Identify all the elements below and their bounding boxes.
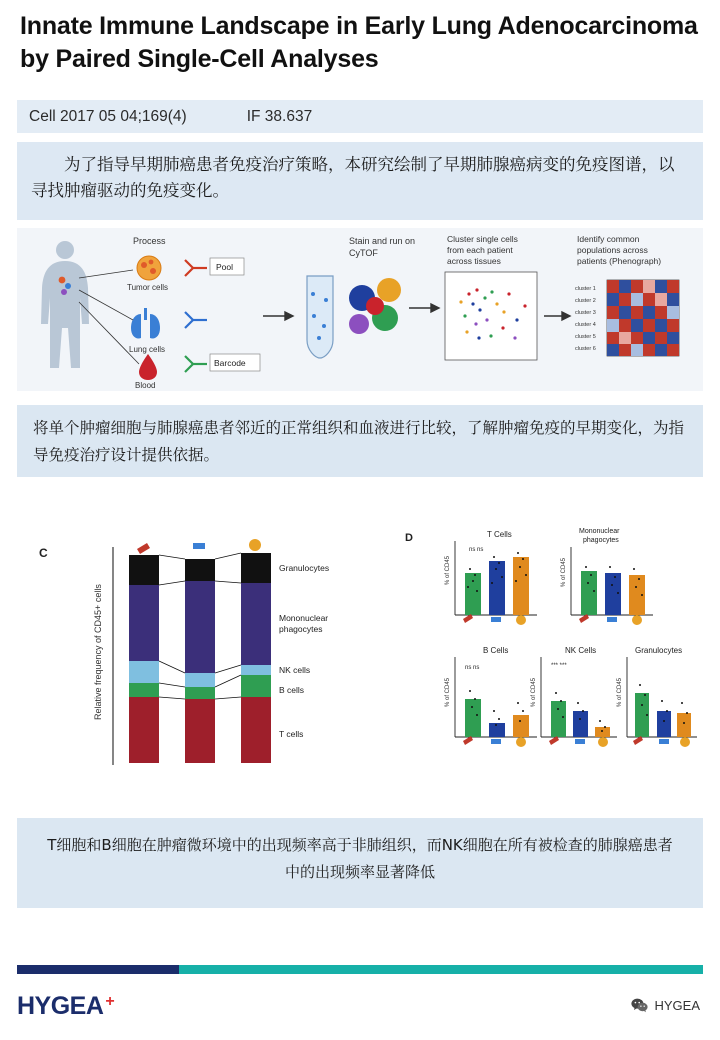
- workflow-diagram: [17, 228, 703, 391]
- svg-text:cluster 5: cluster 5: [575, 334, 596, 340]
- svg-text:populations across: populations across: [577, 245, 648, 255]
- svg-text:Stain and run on: Stain and run on: [349, 236, 416, 246]
- tsne-plot: [445, 272, 537, 360]
- stacked-bar-tumor: [241, 553, 271, 763]
- tube-icon: [307, 276, 333, 358]
- svg-text:T cells: T cells: [279, 729, 304, 739]
- heatmap-grid: [607, 280, 679, 356]
- summary-paragraph-3: T细胞和B细胞在肿瘤微环境中的出现频率高于非肺组织，而NK细胞在所有被检查的肺腺癌患者中的出现频率显著降低: [17, 818, 703, 908]
- panel-c-ylabel: Relative frequency of CD45+ cells: [93, 584, 103, 720]
- svg-text:phagocytes: phagocytes: [279, 624, 323, 634]
- results-figure: [17, 515, 703, 810]
- svg-text:patients (Phenograph): patients (Phenograph): [577, 256, 662, 266]
- svg-text:% of CD45: % of CD45: [531, 677, 537, 707]
- svg-text:*** ***: *** ***: [551, 663, 567, 669]
- svg-text:ns ns: ns ns: [465, 665, 480, 671]
- svg-text:cluster 2: cluster 2: [575, 298, 596, 304]
- svg-text:cluster 4: cluster 4: [575, 322, 596, 328]
- wechat-handle: HYGEA: [654, 998, 700, 1013]
- footer-rule-teal: [179, 965, 703, 974]
- svg-text:ns ns: ns ns: [469, 547, 484, 553]
- svg-text:% of CD45: % of CD45: [445, 677, 451, 707]
- summary-paragraph-1: 为了指导早期肺癌患者免疫治疗策略，本研究绘制了早期肺腺癌病变的免疫图谱，以寻找肿瘤驱动的免疫变化。: [17, 142, 703, 220]
- brand-logo: [17, 992, 114, 1021]
- svg-text:cluster 6: cluster 6: [575, 346, 596, 352]
- svg-text:Cluster single cells: Cluster single cells: [447, 234, 518, 244]
- brand-name: HYGEA: [17, 992, 104, 1020]
- journal-citation: Cell 2017 05 04;169(4): [29, 107, 187, 125]
- svg-text:Granulocytes: Granulocytes: [279, 563, 330, 573]
- svg-text:Mononuclear: Mononuclear: [279, 613, 329, 623]
- stacked-bar-blood: [129, 555, 159, 763]
- tumor-cells-icon: [137, 256, 161, 280]
- footer-rule-navy: [17, 965, 179, 974]
- figure-workflow: [17, 228, 703, 391]
- svg-text:B cells: B cells: [279, 685, 305, 695]
- svg-text:Blood: Blood: [135, 381, 156, 390]
- svg-text:Mononuclear: Mononuclear: [579, 528, 620, 535]
- svg-text:Identify common: Identify common: [577, 234, 640, 244]
- svg-text:CyTOF: CyTOF: [349, 248, 378, 258]
- impact-factor: IF 38.637: [246, 107, 313, 125]
- svg-text:across tissues: across tissues: [447, 256, 501, 266]
- wechat-account: [631, 998, 700, 1013]
- svg-text:% of CD45: % of CD45: [561, 557, 567, 587]
- svg-text:% of CD45: % of CD45: [445, 555, 451, 585]
- svg-text:B Cells: B Cells: [483, 646, 509, 655]
- svg-text:NK cells: NK cells: [279, 665, 311, 675]
- svg-text:T Cells: T Cells: [487, 530, 512, 539]
- svg-text:Lung cells: Lung cells: [129, 345, 166, 354]
- svg-text:from each patient: from each patient: [447, 245, 513, 255]
- svg-text:cluster 1: cluster 1: [575, 286, 596, 292]
- svg-text:Process: Process: [133, 236, 166, 246]
- panel-d-label: D: [405, 532, 413, 544]
- journal-info-bar: [17, 100, 703, 133]
- figure-results: [17, 515, 703, 810]
- svg-text:% of CD45: % of CD45: [617, 677, 623, 707]
- wechat-icon: [631, 998, 648, 1013]
- stacked-bar-lung: [185, 559, 215, 763]
- footer-rule: [17, 965, 703, 974]
- svg-text:Granulocytes: Granulocytes: [635, 646, 683, 655]
- svg-text:Tumor cells: Tumor cells: [127, 283, 169, 292]
- svg-text:Pool: Pool: [216, 262, 234, 272]
- brand-plus-icon: +: [105, 993, 115, 1010]
- svg-text:phagocytes: phagocytes: [583, 537, 619, 544]
- svg-text:cluster 3: cluster 3: [575, 310, 596, 316]
- page-title: Innate Immune Landscape in Early Lung Adenocarcinoma by Paired Single-Cell Analyses: [20, 12, 698, 74]
- svg-text:NK Cells: NK Cells: [565, 646, 597, 655]
- svg-text:Barcode: Barcode: [214, 358, 246, 368]
- summary-paragraph-2: 将单个肿瘤细胞与肺腺癌患者邻近的正常组织和血液进行比较，了解肿瘤免疫的早期变化，为指导免疫治疗设计提供依据。: [17, 405, 703, 477]
- panel-c-label: C: [39, 546, 48, 560]
